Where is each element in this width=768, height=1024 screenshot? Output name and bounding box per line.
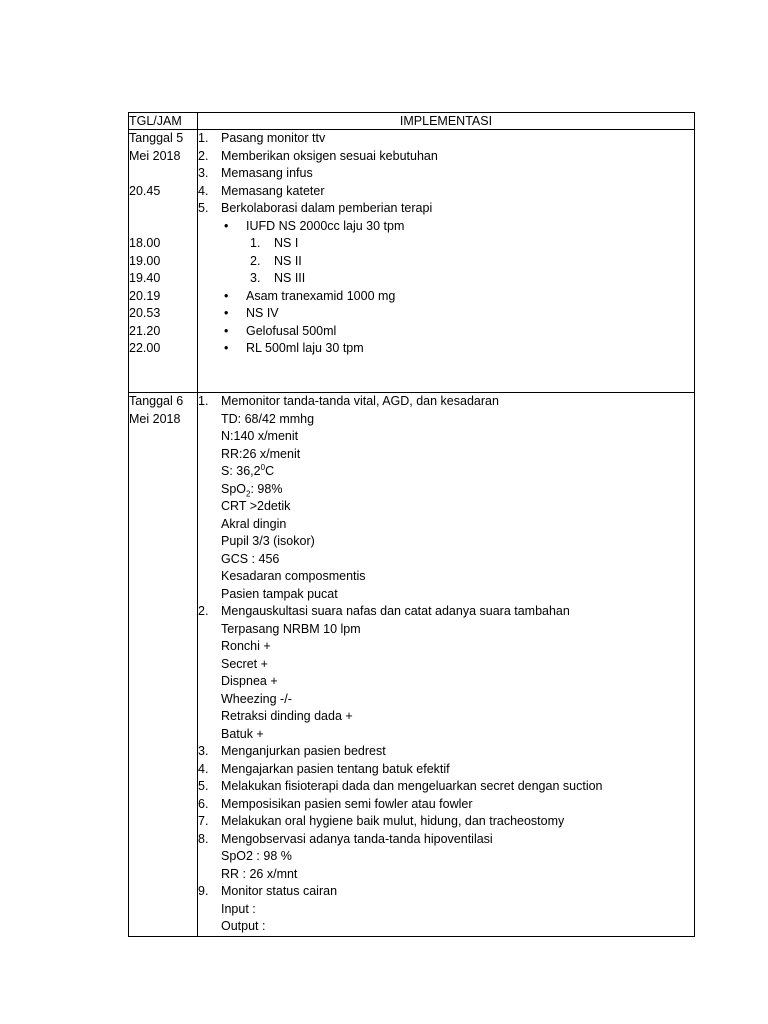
list-item [198,883,694,901]
list-item [198,796,694,814]
bullet-icon: • [224,323,229,338]
item-number: 2. [198,604,209,618]
item-text: Pasang monitor ttv [221,131,326,145]
sub-item-text: NS II [274,253,302,268]
table-row-day1 [129,130,695,393]
item-number: 2. [198,148,209,163]
detail-line: Secret + [221,656,268,671]
item-text: Mengajarkan pasien tentang batuk efektif [221,761,450,776]
date-cell-day2 [129,393,198,937]
bullet-item [198,305,694,323]
item-number: 8. [198,831,209,846]
header-tgl-jam: TGL/JAM [129,113,198,130]
time-label: 20.45 [129,183,161,198]
vital-pucat: Pasien tampak pucat [221,586,338,601]
implementation-cell-day1 [198,130,695,393]
vital-akral: Akral dingin [221,516,287,531]
time-label: 19.40 [129,271,161,285]
vital-n: N:140 x/menit [221,429,299,443]
implementation-cell-day2 [198,393,695,937]
vital-kesadaran: Kesadaran composmentis [221,569,366,583]
list-item [198,165,694,183]
detail-line: Retraksi dinding dada + [221,709,353,723]
spo2-subscript: 2 [246,489,251,498]
item-number: 4. [198,183,209,198]
list-item [198,200,694,218]
sub-list-item [198,235,694,253]
item-text: Menganjurkan pasien bedrest [221,744,386,758]
date-line: Tanggal 5 [129,131,184,145]
sub-list-item [198,253,694,271]
list-item [198,183,694,201]
vital-spo2 [198,481,694,499]
bullet-item [198,323,694,341]
item-text: Memonitor tanda-tanda vital, AGD, dan kesadaran [221,394,499,408]
list-item [198,761,694,779]
bullet-text: RL 500ml laju 30 tpm [246,341,364,355]
vital-crt: CRT >2detik [221,499,291,513]
item-number: 5. [198,201,209,215]
detail-line: Ronchi + [221,639,271,653]
item-text: Mengauskultasi suara nafas dan catat adanya suara tambahan [221,604,570,618]
bullet-item [198,218,694,236]
bullet-item [198,340,694,358]
item-text: Monitor status cairan [221,884,338,898]
bullet-icon: • [224,306,229,320]
item-text: Memasang kateter [221,183,325,198]
sub-item-number: 1. [250,236,261,250]
list-item [198,831,694,849]
vital-suhu [198,463,694,481]
detail-line: Output : [221,919,266,933]
detail-line: Batuk + [221,726,264,741]
bullet-icon: • [224,218,229,233]
item-text: Memberikan oksigen sesuai kebutuhan [221,148,438,163]
list-item [198,778,694,796]
time-label: 21.20 [129,323,161,338]
list-item [198,813,694,831]
vital-pupil: Pupil 3/3 (isokor) [221,534,315,548]
sub-item-number: 2. [250,253,261,268]
item-number: 6. [198,796,209,811]
item-text: Memasang infus [221,166,313,180]
vital-gcs: GCS : 456 [221,551,280,566]
item-number: 7. [198,814,209,828]
time-label: 20.53 [129,306,161,320]
bullet-text: NS IV [246,306,279,320]
date-line: Mei 2018 [129,411,181,426]
item-text: Melakukan fisioterapi dada dan mengeluarkan secret dengan suction [221,779,603,793]
sub-item-text: NS III [274,271,306,285]
detail-line: Terpasang NRBM 10 lpm [221,621,361,636]
bullet-icon: • [224,341,229,355]
sub-item-number: 3. [250,271,261,285]
list-item [198,148,694,166]
item-number: 3. [198,166,209,180]
detail-line: Dispnea + [221,674,278,688]
item-number: 4. [198,761,209,776]
sub-item-text: NS I [274,236,299,250]
bullet-text: IUFD NS 2000cc laju 30 tpm [246,218,405,233]
table-row-day2 [129,393,695,937]
degree-superscript: 0 [260,462,266,472]
item-number: 9. [198,884,209,898]
bullet-text: Asam tranexamid 1000 mg [246,288,396,303]
item-text: Melakukan oral hygiene baik mulut, hidung, dan tracheostomy [221,814,565,828]
bullet-item [198,288,694,306]
bullet-text: Gelofusal 500ml [246,323,337,338]
item-text: Memposisikan pasien semi fowler atau fowler [221,796,473,811]
date-cell-day1 [129,130,198,393]
time-label: 19.00 [129,253,161,268]
suhu-unit: C [265,464,275,478]
table-header-row [129,113,695,130]
bullet-icon: • [224,288,229,303]
time-label: 18.00 [129,236,161,250]
list-item [198,603,694,621]
item-text: Berkolaborasi dalam pemberian terapi [221,201,433,215]
list-item [198,743,694,761]
spo2-label: SpO [221,481,247,496]
detail-line: SpO2 : 98 % [221,849,292,863]
implementation-table [128,112,695,937]
sub-list-item [198,270,694,288]
item-text: Mengobservasi adanya tanda-tanda hipoventilasi [221,831,493,846]
detail-line: RR : 26 x/mnt [221,866,298,881]
header-implementasi: IMPLEMENTASI [198,113,695,130]
spo2-value: : 98% [250,481,283,496]
time-label: 20.19 [129,288,161,303]
list-item [198,393,694,411]
date-line: Tanggal 6 [129,394,184,408]
vital-rr: RR:26 x/menit [221,446,301,461]
suhu-value: S: 36,2 [221,464,261,478]
date-line: Mei 2018 [129,148,181,163]
item-number: 3. [198,744,209,758]
item-number: 5. [198,779,209,793]
item-number: 1. [198,394,209,408]
time-label: 22.00 [129,341,161,355]
detail-line: Input : [221,901,256,916]
detail-line: Wheezing -/- [221,691,292,706]
item-number: 1. [198,131,209,145]
list-item [198,130,694,148]
vital-td: TD: 68/42 mmhg [221,411,315,426]
